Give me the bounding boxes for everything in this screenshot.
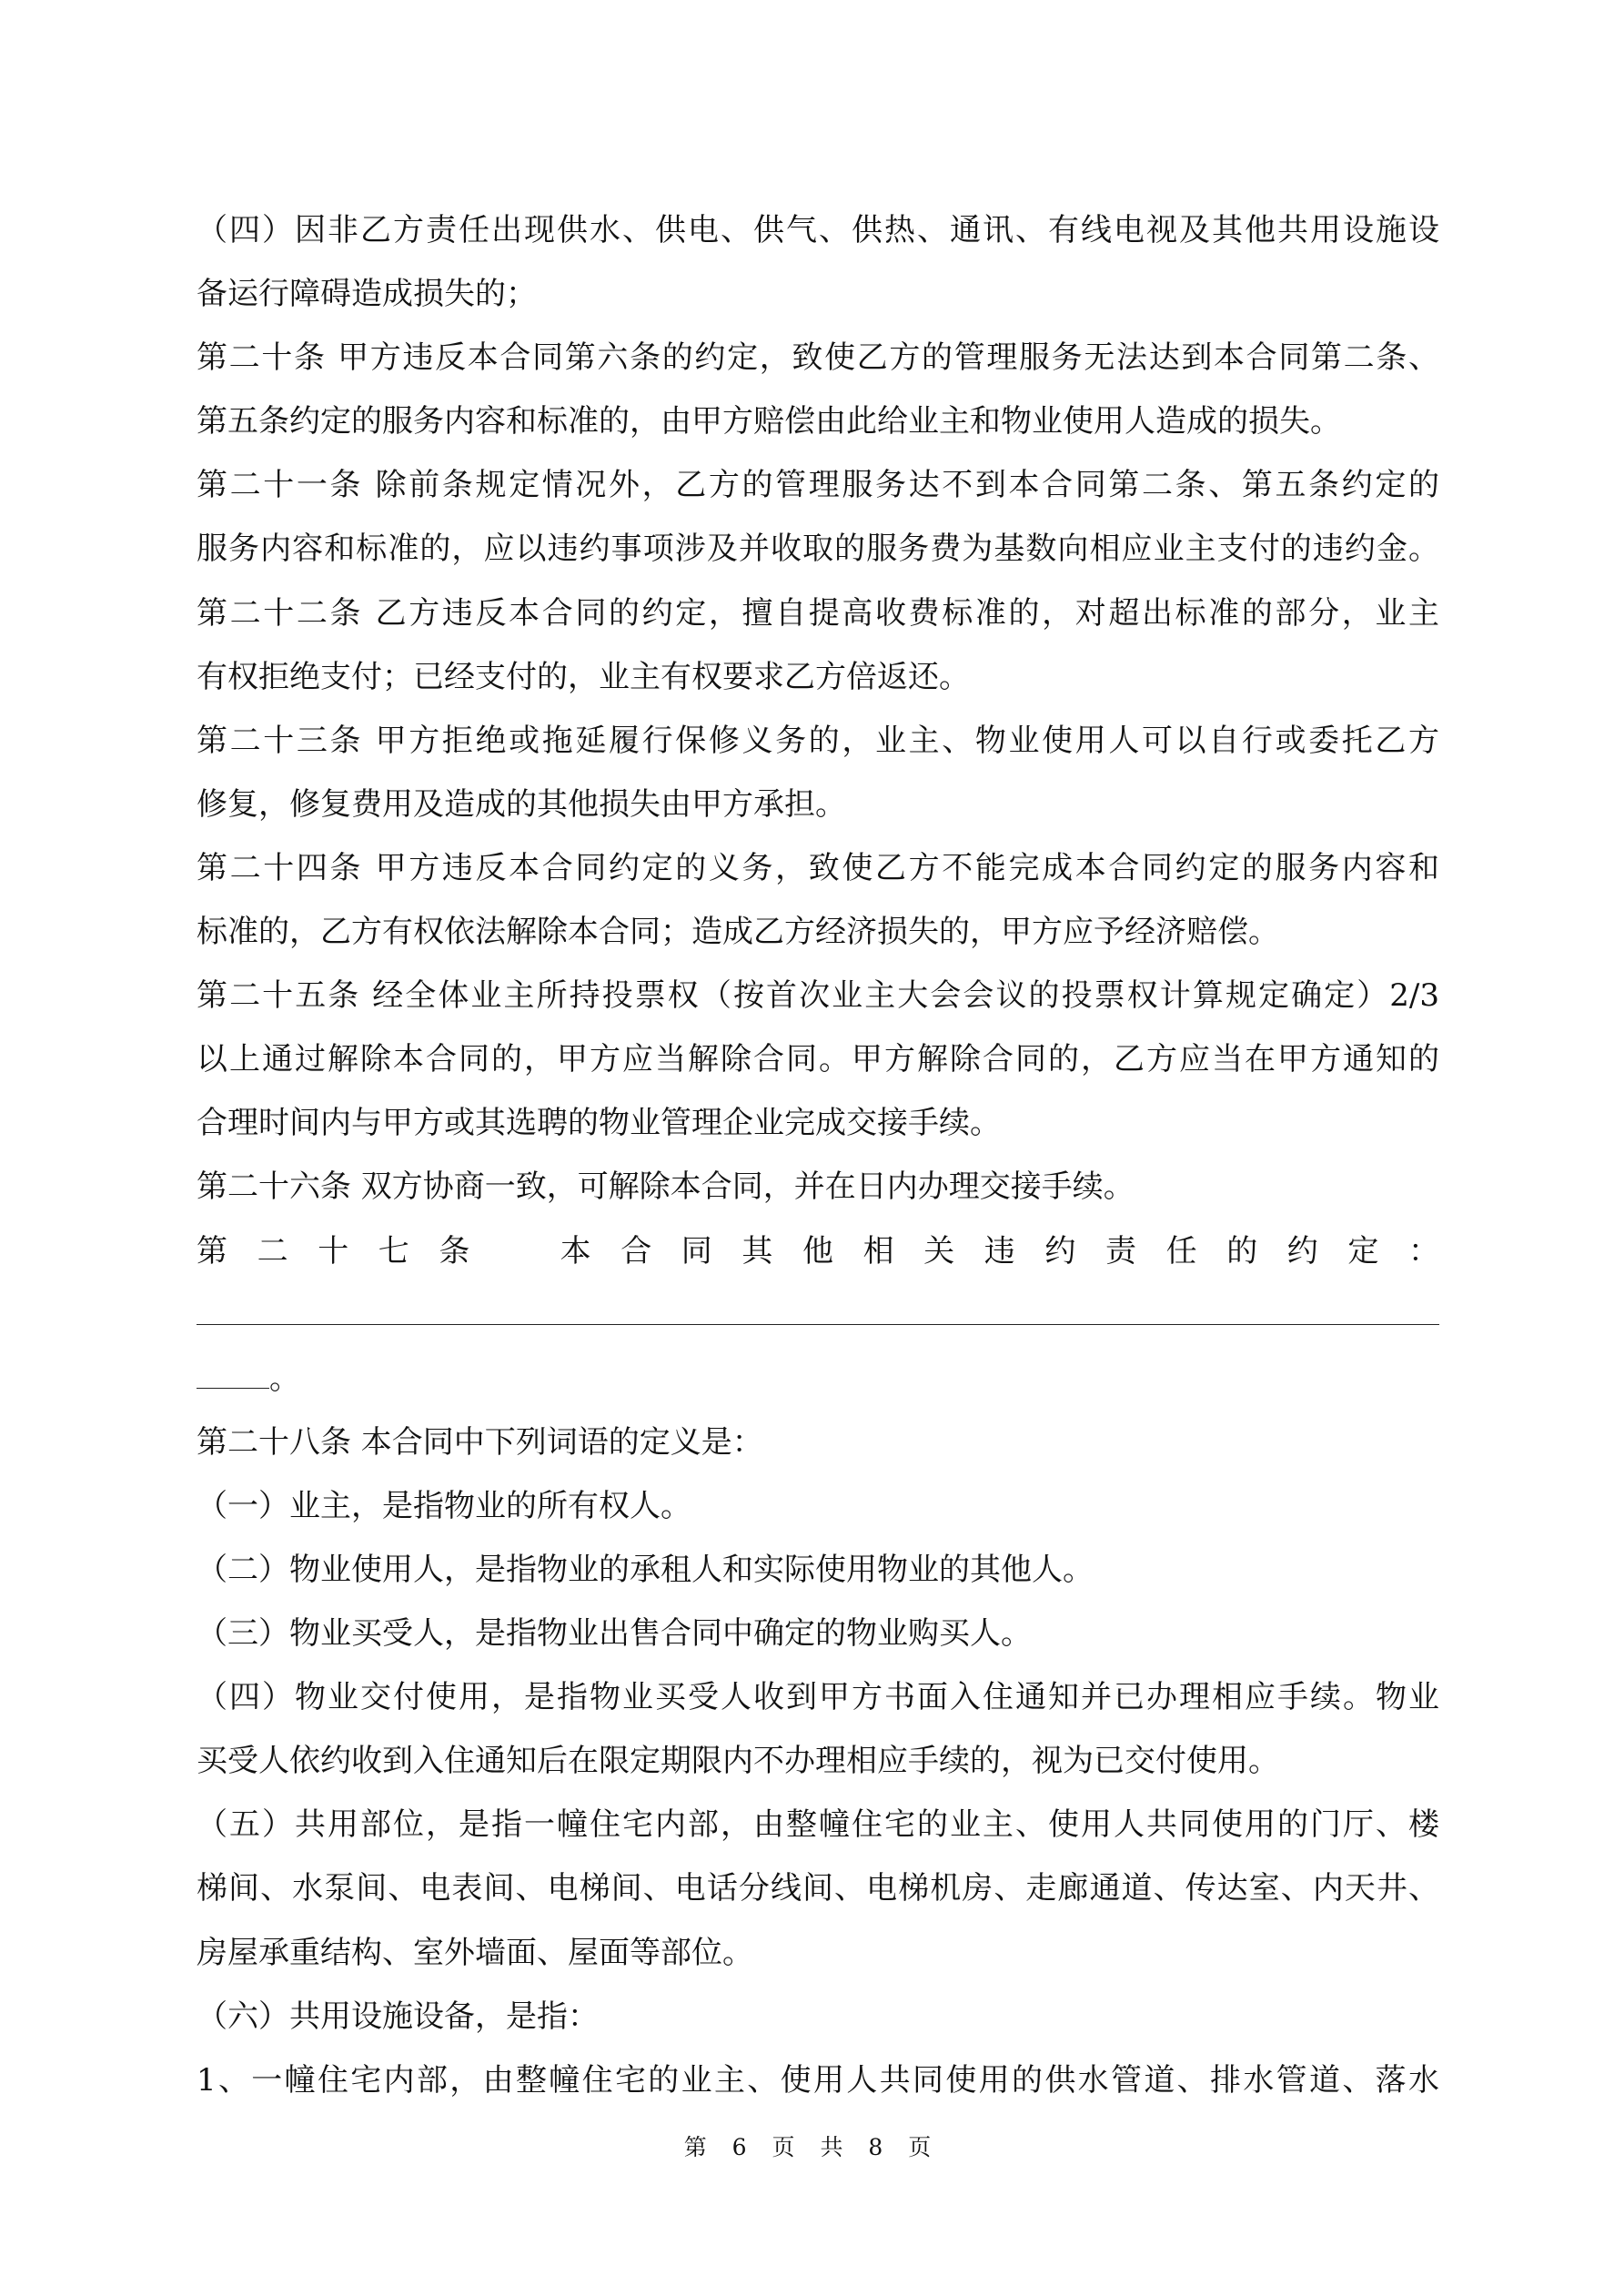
text-line: 第二十二条 乙方违反本合同的约定，擅自提高收费标准的，对超出标准的部分，业主: [197, 594, 1439, 632]
period: 。: [269, 1360, 300, 1397]
text-line: 第二十一条 除前条规定情况外，乙方的管理服务达不到本合同第二条、第五条约定的: [197, 467, 1439, 504]
text-line: 备运行障碍造成损失的；: [197, 276, 537, 313]
text-line: 修复，修复费用及造成的其他损失由甲方承担。: [197, 785, 846, 823]
text-line: 第二十六条 双方协商一致，可解除本合同，并在日内办理交接手续。: [197, 1168, 1135, 1206]
paragraphs-part-1: [197, 198, 1439, 1283]
text-line: （四）因非乙方责任出现供水、供电、供气、供热、通讯、有线电视及其他共用设施设: [197, 212, 1439, 248]
text-line: （四）物业交付使用，是指物业买受人收到甲方书面入住通知并已办理相应手续。物业: [197, 1679, 1439, 1716]
text-line: 第 二 十 七 条 本 合 同 其 他 相 关 违 约 责 任 的 约 定 ：: [197, 1232, 1439, 1269]
text-line: 标准的，乙方有权依法解除本合同；造成乙方经济损失的，甲方应予经济赔偿。: [197, 914, 1279, 951]
text-line: （二）物业使用人，是指物业的承租人和实际使用物业的其他人。: [197, 1551, 1094, 1588]
text-line: 第二十八条 本合同中下列词语的定义是：: [197, 1423, 763, 1461]
text-line: 第二十三条 甲方拒绝或拖延履行保修义务的，业主、物业使用人可以自行或委托乙方: [197, 722, 1439, 759]
text-line: （五）共用部位，是指一幢住宅内部，由整幢住宅的业主、使用人共同使用的门厅、楼: [197, 1806, 1439, 1844]
blank-fill-line: [197, 1283, 1439, 1347]
text-line: 第五条约定的服务内容和标准的，由甲方赔偿由此给业主和物业使用人造成的损失。: [197, 403, 1341, 440]
text-line: （一）业主，是指物业的所有权人。: [197, 1487, 691, 1524]
text-line: （六）共用设施设备，是指：: [197, 1998, 599, 2035]
paragraphs-part-2: [197, 1411, 1439, 2112]
text-line: 以上通过解除本合同的，甲方应当解除合同。甲方解除合同的，乙方应当在甲方通知的: [197, 1041, 1439, 1078]
text-line: 梯间、水泵间、电表间、电梯间、电话分线间、电梯机房、走廊通道、传达室、内天井、: [197, 1870, 1439, 1907]
text-line: （三）物业买受人，是指物业出售合同中确定的物业购买人。: [197, 1615, 1032, 1653]
text-line: 买受人依约收到入住通知后在限定期限内不办理相应手续的，视为已交付使用。: [197, 1743, 1279, 1780]
text-line: 房屋承重结构、室外墙面、屋面等部位。: [197, 1934, 753, 1971]
text-line: 第二十五条 经全体业主所持投票权（按首次业主大会会议的投票权计算规定确定）2/3: [197, 977, 1439, 1015]
document-body: [197, 198, 1439, 2112]
page-footer: 第 6 页 共 8 页: [683, 2134, 941, 2160]
blank-fill-end: [197, 1347, 1439, 1411]
text-line: 第二十条 甲方违反本合同第六条的约定，致使乙方的管理服务无法达到本合同第二条、: [197, 339, 1439, 377]
short-blank: [197, 1366, 269, 1389]
text-line: 服务内容和标准的，应以违约事项涉及并收取的服务费为基数向相应业主支付的违约金。: [197, 531, 1439, 568]
text-line: 第二十四条 甲方违反本合同约定的义务，致使乙方不能完成本合同约定的服务内容和: [197, 849, 1439, 886]
text-line: 合理时间内与甲方或其选聘的物业管理企业完成交接手续。: [197, 1105, 1001, 1142]
text-line: 1、一幢住宅内部，由整幢住宅的业主、使用人共同使用的供水管道、排水管道、落水: [197, 2061, 1439, 2099]
text-line: 有权拒绝支付；已经支付的，业主有权要求乙方倍返还。: [197, 658, 970, 695]
